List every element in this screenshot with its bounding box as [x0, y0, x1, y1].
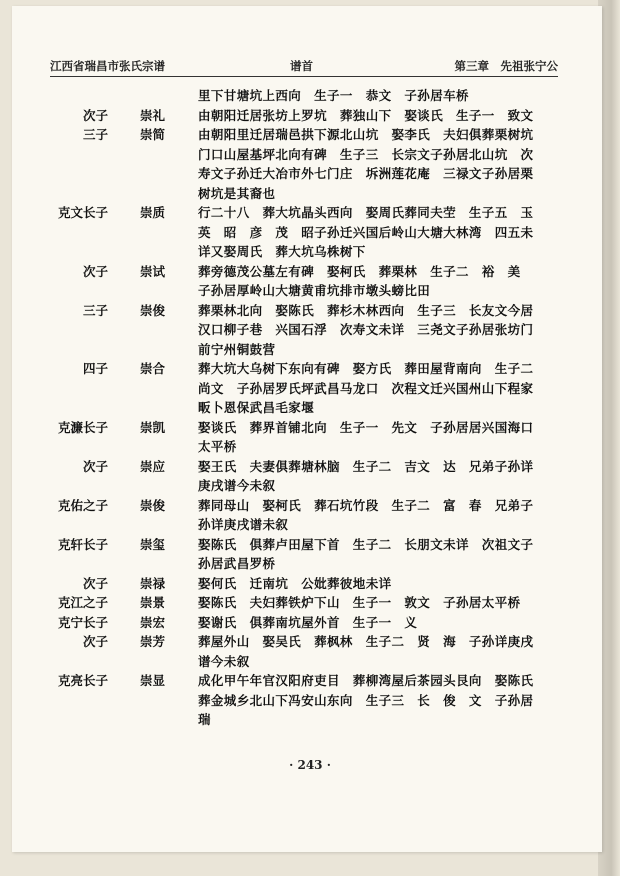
entry-relation: 克江之子	[57, 595, 108, 610]
genealogy-entry	[0, 359, 620, 418]
entry-text: 葬大坑大乌树下东向有碑 娶方氏 葬田屋背南向 生子二 尚文 子孙居罗氏坪武昌马龙口 次程文迁兴国州山下程家畈卜恩保武昌毛家堰	[198, 361, 547, 415]
genealogy-entry	[0, 457, 620, 496]
entry-text: 里下甘塘坑上西向 生子一 恭文 子孙居车桥	[198, 88, 469, 103]
entry-text: 行二十八 葬大坑晶头西向 娶周氏葬同夫茔 生子五 玉英 昭 彦 茂 昭子孙迁兴国后岭山大塘大林湾 四五未详又娶周氏 葬大坑乌株树下	[198, 205, 534, 259]
entry-text: 娶王氏 夫妻俱葬塘林脑 生子二 吉文 达 兄弟子孙详庚戌谱今未叙	[198, 458, 534, 493]
genealogy-entries	[0, 86, 620, 730]
entry-name: 崇宏	[140, 614, 166, 630]
entry-relation: 次子	[82, 107, 108, 123]
entry-text: 由朝阳迁居张坊上罗坑 葬独山下 娶谈氏 生子一 致文	[198, 107, 534, 123]
genealogy-entry	[0, 203, 620, 262]
entry-text: 成化甲午年官汉阳府吏目 葬柳湾屋后茶园头艮向 娶陈氏葬金城乡北山下冯安山东向 生子三 长 俊 文 子孙居瑞	[198, 673, 534, 727]
entry-name: 崇合	[140, 361, 166, 376]
running-header	[50, 58, 558, 74]
header-book-title: 江西省瑞昌市张氏宗谱	[50, 59, 165, 73]
entry-relation: 三子	[82, 302, 108, 318]
entry-text: 由朝阳里迁居瑞邑拱下源北山坑 娶李氏 夫妇俱葬栗树坑门口山屋基坪北向有碑 生子三 长宗文子孙居北山坑 次寿文子孙迁大冶市外七门庄 坼洲莲花庵 三禄文子孙居栗树坑是其裔也	[198, 127, 534, 201]
entry-name: 崇凯	[140, 419, 166, 435]
entry-name: 崇俊	[140, 497, 166, 513]
entry-name: 崇俊	[140, 302, 166, 318]
page-number: · 243 ·	[289, 758, 331, 772]
entry-relation: 克轩长子	[57, 536, 108, 552]
entry-name: 崇应	[140, 458, 166, 474]
entry-name: 崇景	[140, 595, 166, 610]
genealogy-entry	[0, 496, 620, 535]
entry-name: 崇试	[140, 263, 166, 279]
entry-name: 崇简	[140, 127, 166, 142]
entry-name: 崇显	[140, 673, 166, 688]
genealogy-entry	[0, 593, 620, 613]
entry-text: 葬屋外山 娶吴氏 葬枫林 生子二 贤 海 子孙详庚戌谱今未叙	[198, 634, 534, 669]
entry-name: 崇芳	[140, 634, 166, 649]
header-chapter: 第三章 先祖张宁公	[454, 59, 558, 73]
genealogy-entry	[0, 262, 620, 301]
entry-text: 葬旁德茂公墓左有碑 娶柯氏 葬栗林 生子二 裕 美 子孙居厚岭山大塘黄甫坑排市墩头螃比田	[198, 263, 534, 298]
genealogy-entry	[0, 613, 620, 633]
entry-text: 娶陈氏 夫妇葬铁炉下山 生子一 敦文 子孙居太平桥	[198, 595, 521, 610]
genealogy-entry	[0, 418, 620, 457]
entry-text: 娶谈氏 葬界首铺北向 生子一 先文 子孙居居兴国海口太平桥	[198, 419, 534, 454]
genealogy-entry	[0, 86, 620, 106]
entry-relation: 克佑之子	[57, 497, 108, 513]
genealogy-entry	[0, 106, 620, 126]
genealogy-entry	[0, 535, 620, 574]
entry-text: 娶谢氏 俱葬南坑屋外首 生子一 义	[198, 614, 418, 630]
entry-relation: 克宁长子	[57, 614, 108, 630]
genealogy-entry	[0, 574, 620, 594]
genealogy-entry	[0, 632, 620, 671]
genealogy-entry	[0, 301, 620, 360]
header-section: 谱首	[290, 59, 313, 73]
entry-name: 崇礼	[140, 107, 166, 123]
entry-relation: 次子	[82, 263, 108, 279]
genealogy-entry	[0, 125, 620, 203]
entry-name: 崇禄	[140, 575, 166, 591]
entry-relation: 三子	[82, 127, 108, 142]
entry-relation: 次子	[82, 634, 108, 649]
entry-relation: 四子	[82, 361, 108, 376]
entry-relation: 次子	[82, 575, 108, 591]
entry-relation: 次子	[82, 458, 108, 474]
entry-text: 葬同母山 娶柯氏 葬石坑竹段 生子二 富 春 兄弟子孙详庚戌谱未叙	[198, 497, 534, 532]
entry-relation: 克亮长子	[57, 673, 108, 688]
entry-text: 娶何氏 迁南坑 公妣葬彼地未详	[198, 575, 392, 591]
entry-text: 葬栗林北向 娶陈氏 葬杉木林西向 生子三 长友文今居汉口柳子巷 兴国石浮 次寿文未详 三尧文子孙居张坊门前宁州铜鼓营	[198, 302, 534, 357]
entry-text: 娶陈氏 俱葬卢田屋下首 生子二 长朋文未详 次祖文子孙居武昌罗桥	[198, 536, 534, 571]
entry-name: 崇质	[140, 205, 166, 220]
header-rule	[50, 76, 558, 77]
entry-name: 崇玺	[140, 536, 166, 552]
genealogy-entry	[0, 671, 620, 730]
entry-relation: 克濂长子	[57, 419, 108, 435]
entry-relation: 克文长子	[57, 205, 108, 220]
